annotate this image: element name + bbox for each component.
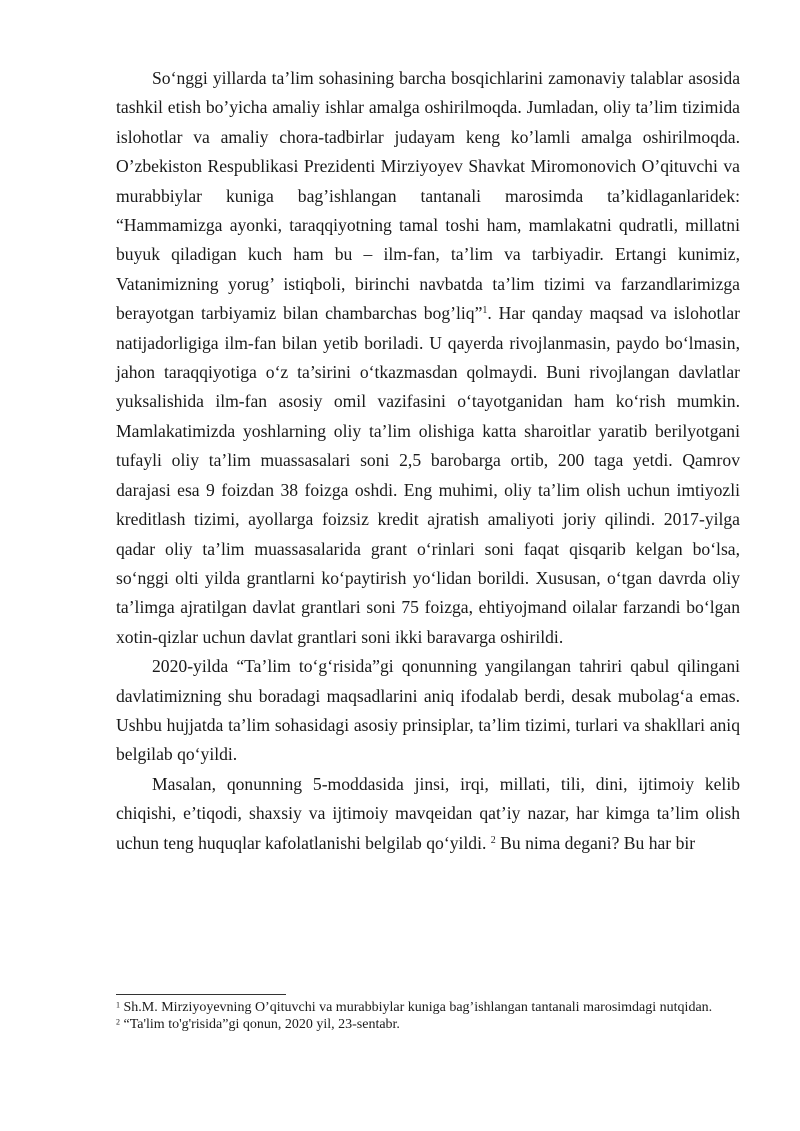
paragraph-3-text-b: Bu nima degani? Bu har bir — [495, 832, 696, 853]
body-text — [116, 64, 740, 858]
footnote-1 — [116, 999, 740, 1016]
footnote-2-text: “Ta'lim to'g'risida”gi qonun, 2020 yil, 23-sentabr. — [120, 1017, 400, 1032]
paragraph-2: 2020-yilda “Ta’lim to‘g‘risida”gi qonunning yangilangan tahriri qabul qilingani davlatimizning shu boradagi maqsadlarini aniq ifodalab berdi, desak mubolag‘a emas. Ushbu hujjatda ta’lim sohasidagi asosiy prinsiplar, ta’lim tizimi, turlari va shakllari aniq belgilab qo‘yildi. — [116, 656, 740, 765]
footnote-2-mark: 2 — [116, 1017, 120, 1027]
paragraph-3-text-a: Masalan, qonunning 5-moddasida jinsi, irqi, millati, tili, dini, ijtimoiy kelib chiqishi, e’tiqodi, shaxsiy va ijtimoiy mavqeidan qat’iy nazar, har kimga ta’lim olish uchun teng huquqlar kafolatlanishi belgilab qo‘yildi. — [116, 773, 740, 853]
footnote-1-text: Sh.M. Mirziyoyevning O’qituvchi va murabbiylar kuniga bag’ishlangan tantanali marosimdagi nutqidan. — [120, 1000, 713, 1015]
footnote-ref-2[interactable]: 2 — [490, 834, 496, 846]
footnote-1-mark: 1 — [116, 1000, 120, 1010]
footnote-2 — [116, 1016, 740, 1033]
footnote-ref-1[interactable]: 1 — [482, 305, 488, 317]
footnote-divider — [116, 994, 286, 995]
paragraph-1-text-b: . Har qanday maqsad va islohotlar natijadorligiga ilm-fan bilan yetib boriladi. U qayerda rivojlanmasin, paydo bo‘lmasin, jahon taraqqiyotiga o‘z ta’sirini o‘tkazmasdan qolmaydi. Buni rivojlangan davlatlar yuksalishida ilm-fan asosiy omil vazifasini o‘tayotganidan ham ko‘rish mumkin. Mamlakatimizda yoshlarning oliy ta’lim olishiga katta sharoitlar yaratib berilyotgani tufayli oliy ta’lim muassasalari soni 2,5 barobarga ortib, 200 taga yetdi. Qamrov darajasi esa 9 foizdan 38 foizga oshdi. Eng muhimi, oliy ta’lim olish uchun imtiyozli kreditlash tizimi, ayollarga foizsiz kredit ajratish amaliyoti joriy qilindi. 2017-yilga qadar oliy ta’lim muassasalarida grant o‘rinlari soni faqat qisqarib kelgan bo‘lsa, so‘nggi olti yilda grantlarni ko‘paytirish yo‘lidan borildi. Xususan, o‘tgan davrda oliy ta’limga ajratilgan davlat grantlari soni 75 foizga, ehtiyojmand oilalar farzandi bo‘lgan xotin-qizlar uchun davlat grantlari soni ikki baravarga oshirildi. — [116, 303, 740, 647]
paragraph-3 — [116, 770, 740, 858]
footnotes — [116, 999, 740, 1033]
paragraph-1 — [116, 64, 740, 652]
paragraph-1-text-a: So‘nggi yillarda ta’lim sohasining barcha bosqichlarini zamonaviy talablar asosida tashkil etish bo’yicha amaliy ishlar amalga oshirilmoqda. Jumladan, oliy ta’lim tizimida islohotlar va amaliy chora-tadbirlar judayam keng ko’lamli amalga oshirilmoqda. O’zbekiston Respublikasi Prezidenti Mirziyoyev Shavkat Miromonovich O’qituvchi va murabbiylar kuniga bag’ishlangan tantanali marosimda ta’kidlaganlaridek: “Hammamizga ayonki, taraqqiyotning tamal toshi ham, mamlakatni qudratli, millatni buyuk qiladigan kuch ham bu – ilm-fan, ta’lim va tarbiyadir. Ertangi kunimiz, Vatanimizning yorug’ istiqboli, birinchi navbatda ta’lim tizimi va farzandlarimizga berayotgan tarbiyamiz bilan chambarchas bog’liq” — [116, 68, 740, 324]
